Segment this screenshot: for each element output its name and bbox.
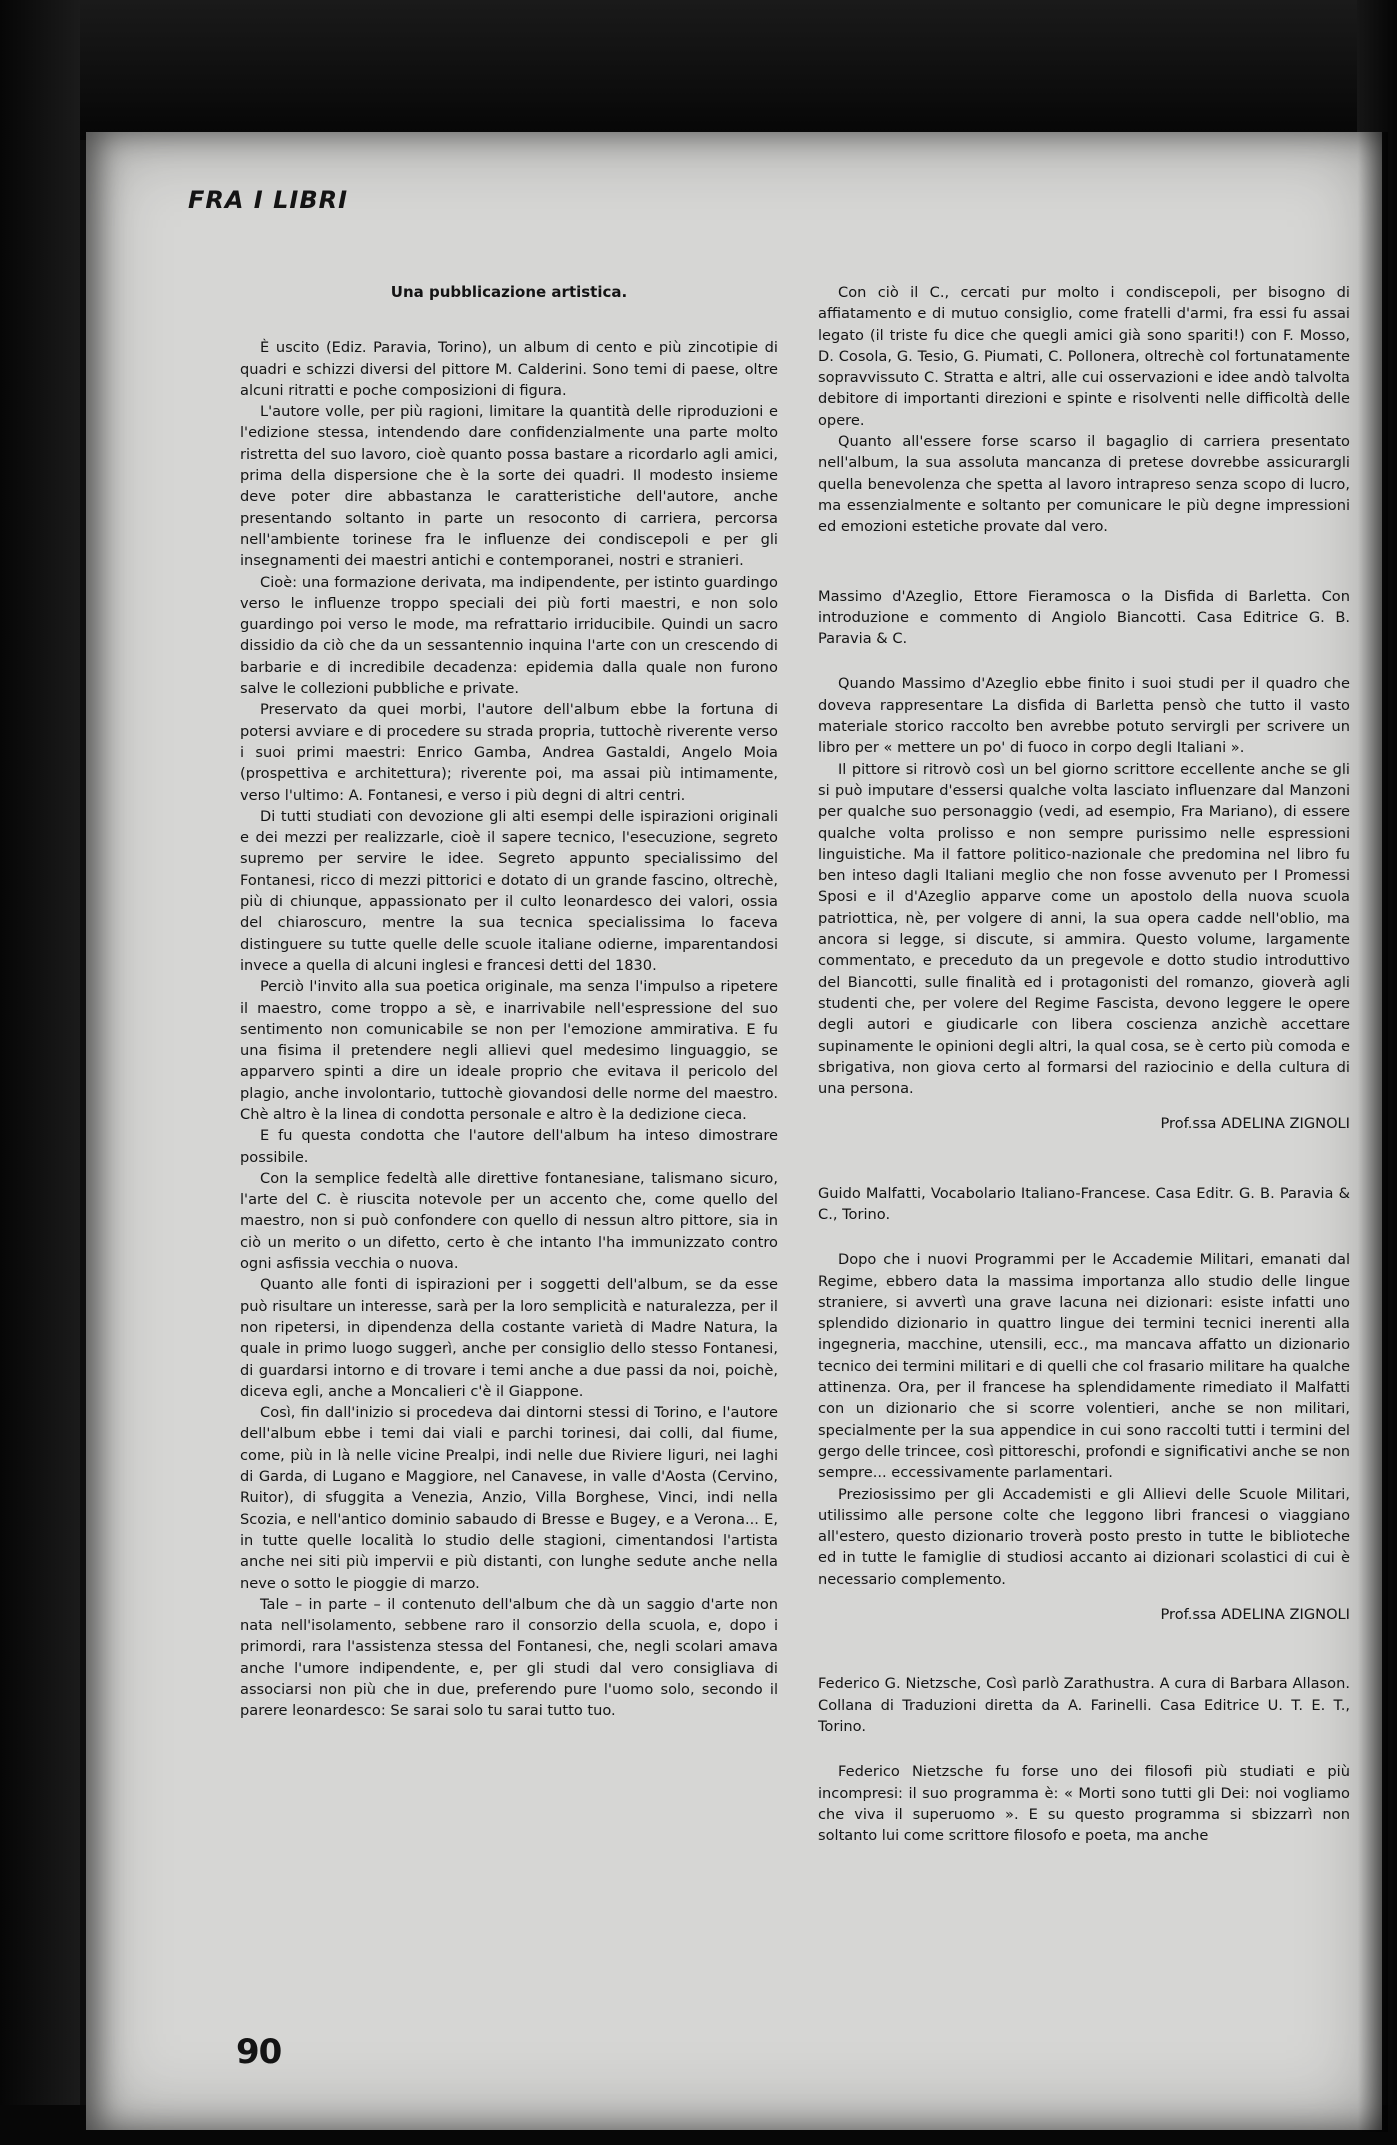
paragraph: Con ciò il C., cercati pur molto i condiscepoli, per bisogno di affiatamento e di mutuo consiglio, come fratelli d'armi, fra essi fu assai legato (il triste fu dice che quegli amici già sono spariti!) con F. Mosso, D. Cosola, G. Tesio, G. Piumati, C. Pollonera, oltrechè col fortunatamente sopravvissuto C. Stratta e altri, alle cui osservazioni e idee andò talvolta debitore di importanti direzioni e spinte e risolventi nelle difficoltà delle opere. xyxy=(818,284,1350,429)
scanned-page xyxy=(86,132,1382,2130)
paragraph: Così, fin dall'inizio si procedeva dai dintorni stessi di Torino, e l'autore dell'album ebbe i temi dai viali e parchi torinesi, dai colli, dal fiume, come, più in là nelle vicine Prealpi, indi nelle due Riviere liguri, nei laghi di Garda, di Lugano e Maggiore, nel Canavese, in valle d'Aosta (Cervino, Ruitor), di sfuggita a Venezia, Anzio, Villa Borghese, Vinci, indi nella Scozia, e nell'antico dominio sabaudo di Bresse e Bugey, e a Verona... E, in tutte quelle località lo studio delle stagioni, cimentandosi l'artista anche nei siti più impervii e più distanti, con lunghe sedute anche nella neve o sotto le pioggie di marzo. xyxy=(240,1404,778,1592)
review-malfatti xyxy=(818,1183,1350,1626)
paragraph: E fu questa condotta che l'autore dell'album ha inteso dimostrare possibile. xyxy=(240,1127,778,1166)
review-nietzsche xyxy=(818,1673,1350,1846)
paragraph: Quanto all'essere forse scarso il bagaglio di carriera presentato nell'album, la sua assoluta mancanza di pretese dovrebbe assicurargli quella benevolenza che spetta al lavoro intrapreso senza scopo di lucro, ma essenzialmente e soltanto per comunicare le più degne impressioni ed emozioni estetiche provate dal vero. xyxy=(818,433,1350,536)
paragraph: È uscito (Ediz. Paravia, Torino), un album di cento e più zincotipie di quadri e schizzi diversi del pittore M. Calderini. Sono temi di paese, oltre alcuni ritratti e poche composizioni di figura. xyxy=(240,339,778,399)
right-column xyxy=(818,282,1350,1846)
left-column xyxy=(240,282,778,1722)
paragraph: Con la semplice fedeltà alle direttive fontanesiane, talismano sicuro, l'arte del C. è riuscita notevole per un accento che, come quello del maestro, non si può confondere con quello di nessun altro pittore, sia in ciò un merito o un difetto, certo è che intanto l'ha immunizzato contro ogni asfissia vecchia o nuova. xyxy=(240,1169,778,1273)
paragraph: Il pittore si ritrovò così un bel giorno scrittore eccellente anche se gli si può imputare d'essersi qualche volta lasciato influenzare dal Manzoni per qualche suo personaggio (vedi, ad esempio, Fra Mariano), di essere qualche volta prolisso e non sempre purissimo nelle espressioni linguistiche. Ma il fattore politico-nazionale che predomina nel libro fu ben inteso dagli Italiani meglio che non fosse avvenuto per I Promessi Sposi e il d'Azeglio apparve come un apostolo della nuova scuola patriottica, nè, per volgere di anni, la sua opera cadde nell'oblio, ma ancora si legge, si discute, si ammira. Questo volume, largamente commentato, e preceduto da un pregevole e dotto studio introduttivo del Biancotti, sulle finalità ed i protagonisti del romanzo, gioverà agli studenti che, per volere del Regime Fascista, devono leggere le opere degli autori e giudicarle con libera coscienza anzichè accettare supinamente le opinioni degli altri, la qual cosa, se è certo più comoda e sbrigativa, non giova certo al formarsi del raziocinio e della cultura di una persona. xyxy=(818,760,1350,1098)
paragraph: Di tutti studiati con devozione gli alti esempi delle ispirazioni originali e dei mezzi per realizzarle, cioè il sapere tecnico, l'esecuzione, segreto supremo per servire le idee. Segreto appunto specialissimo del Fontanesi, ricco di mezzi pittorici e dotato di un grande fascino, oltrechè, più di chiunque, appassionato per il culto leonardesco dei valori, ossia del chiaroscuro, mentre la sua tecnica specialissima lo faceva distinguere su tutte quelle delle scuole italiane odierne, imparentandosi invece a quella di alcuni inglesi e francesi detti del 1830. xyxy=(240,807,778,974)
page-curl-shadow xyxy=(1358,132,1388,2132)
paragraph: Preziosissimo per gli Accademisti e gli Allievi delle Scuole Militari, utilissimo alle persone colte che leggono libri francesi o viaggiano all'estero, questo dizionario troverà posto presto in tutte le biblioteche ed in tutte le famiglie di studiosi accanto ai dizionari scolastici di cui è necessario complemento. xyxy=(818,1485,1350,1588)
paragraph: Preservato da quei morbi, l'autore dell'album ebbe la fortuna di potersi avviare e di procedere su strada propria, tuttochè riverente verso i suoi primi maestri: Enrico Gamba, Andrea Gastaldi, Angelo Moia (prospettiva e architettura); riverente poi, ma assai più intimamente, verso l'ultimo: A. Fontanesi, e verso i più degni di altri centri. xyxy=(240,701,778,804)
paragraph: Tale – in parte – il contenuto dell'album che dà un saggio d'arte non nata nell'isolamento, sebbene raro il consorzio della scuola, e, dopo i primordi, rara l'assistenza stessa del Fontanesi, che, negli scolari amava anche l'umore indipendente, e, per gli studi dal vero consigliava di associarsi non più che in due, preferendo pure l'uomo solo, secondo il parere leonardesco: Se sarai solo tu sarai tutto tuo. xyxy=(240,1595,778,1720)
running-header: FRA I LIBRI xyxy=(188,186,349,214)
paragraph: Quando Massimo d'Azeglio ebbe finito i suoi studi per il quadro che doveva rappresentare La disfida di Barletta pensò che tutto il vasto materiale storico raccolto ben avrebbe potuto servirgli per scrivere un libro per « mettere un po' di fuoco in corpo degli Italiani ». xyxy=(818,675,1350,757)
article-title: Una pubblicazione artistica. xyxy=(390,283,628,301)
page-number: 90 xyxy=(236,2032,282,2072)
paragraph: Perciò l'invito alla sua poetica originale, ma senza l'impulso a ripetere il maestro, come troppo a sè, e inarrivabile nell'espressione del suo sentimento non comunicabile se non per l'emozione ammirativa. E fu una fisima il pretendere negli allievi quel medesimo linguaggio, se apparvero spinti a dire un ideale proprio che evitava il pericolo del plagio, anche involontario, tuttochè giovandosi delle norme del maestro. Chè altro è la linea di condotta personale e altro è la dedizione cieca. xyxy=(240,978,778,1123)
review-heading: Guido Malfatti, Vocabolario Italiano-Francese. Casa Editr. G. B. Paravia & C., Torino. xyxy=(818,1184,1350,1223)
paragraph: Quanto alle fonti di ispirazioni per i soggetti dell'album, se da esse può risultare un interesse, sarà per la loro semplicità e naturalezza, per il non ripetersi, in dipendenza della costante varietà di Madre Natura, la quale in primo luogo suggerì, anche per consiglio dello stesso Fontanesi, di guardarsi intorno e di trovare i temi anche a due passi da noi, poichè, diceva egli, anche a Moncalieri c'è il Giappone. xyxy=(240,1276,778,1400)
review-heading: Federico G. Nietzsche, Così parlò Zarathustra. A cura di Barbara Allason. Collana di Traduzioni diretta da A. Farinelli. Casa Editrice U. T. E. T., Torino. xyxy=(818,1675,1350,1735)
scan-frame-top xyxy=(0,0,1397,140)
paragraph: Cioè: una formazione derivata, ma indipendente, per istinto guardingo verso le influenze troppo speciali dei più forti maestri, e non solo guardingo poi verso le mode, ma refrattario irriducibile. Quindi un sacro dissidio da ciò che da un sessantennio inquina l'arte con un crescendo di barbarie e di incredibile decadenza: epidemia dalla quale non furono salve le collezioni pubbliche e private. xyxy=(240,573,778,698)
paragraph: Federico Nietzsche fu forse uno dei filosofi più studiati e più incompresi: il suo programma è: « Morti sono tutti gli Dei: noi vogliamo che viva il superuomo ». E su questo programma si sbizzarrì non soltanto lui come scrittore filosofo e poeta, ma anche xyxy=(818,1763,1350,1845)
paragraph: L'autore volle, per più ragioni, limitare la quantità delle riproduzioni e l'edizione stessa, intendendo dare confidenzialmente una parte molto ristretta del suo lavoro, cioè quanto possa bastare a ricordarlo agli amici, prima della dispersione che è la sorte dei quadri. Il modesto insieme deve poter dire abbastanza le caratteristiche dell'autore, anche presentando soltanto in parte un resoconto di carriera, percorsa nell'ambiente torinese fra le influenze dei condiscepoli e per gli insegnamenti dei maestri antichi e contemporanei, nostri e stranieri. xyxy=(240,403,778,570)
scan-frame-left xyxy=(0,0,80,2145)
review-azeglio xyxy=(818,586,1350,1135)
paragraph: Dopo che i nuovi Programmi per le Accademie Militari, emanati dal Regime, ebbero data la massima importanza allo studio delle lingue straniere, si avvertì una grave lacuna nei dizionari: esiste infatti uno splendido dizionario in quattro lingue dei termini tecnici inerenti alla ingegneria, macchine, utensili, ecc., ma mancava affatto un dizionario tecnico dei termini militari e di quelli che col frasario militare ha qualche attinenza. Ora, per il francese ha splendidamente rimediato il Malfatti con un dizionario che si scorre volentieri, anche se non militari, specialmente per la sua appendice in cui sono raccolti tutti i termini del gergo delle trincee, così pittoreschi, profondi e significativi anche se non sempre... eccessivamente parlamentari. xyxy=(818,1251,1350,1482)
review-signature: Prof.ssa ADELINA ZIGNOLI xyxy=(1160,1606,1350,1624)
review-signature: Prof.ssa ADELINA ZIGNOLI xyxy=(1160,1115,1350,1133)
review-heading: Massimo d'Azeglio, Ettore Fieramosca o la Disfida di Barletta. Con introduzione e commento di Angiolo Biancotti. Casa Editrice G. B. Paravia & C. xyxy=(818,587,1350,648)
